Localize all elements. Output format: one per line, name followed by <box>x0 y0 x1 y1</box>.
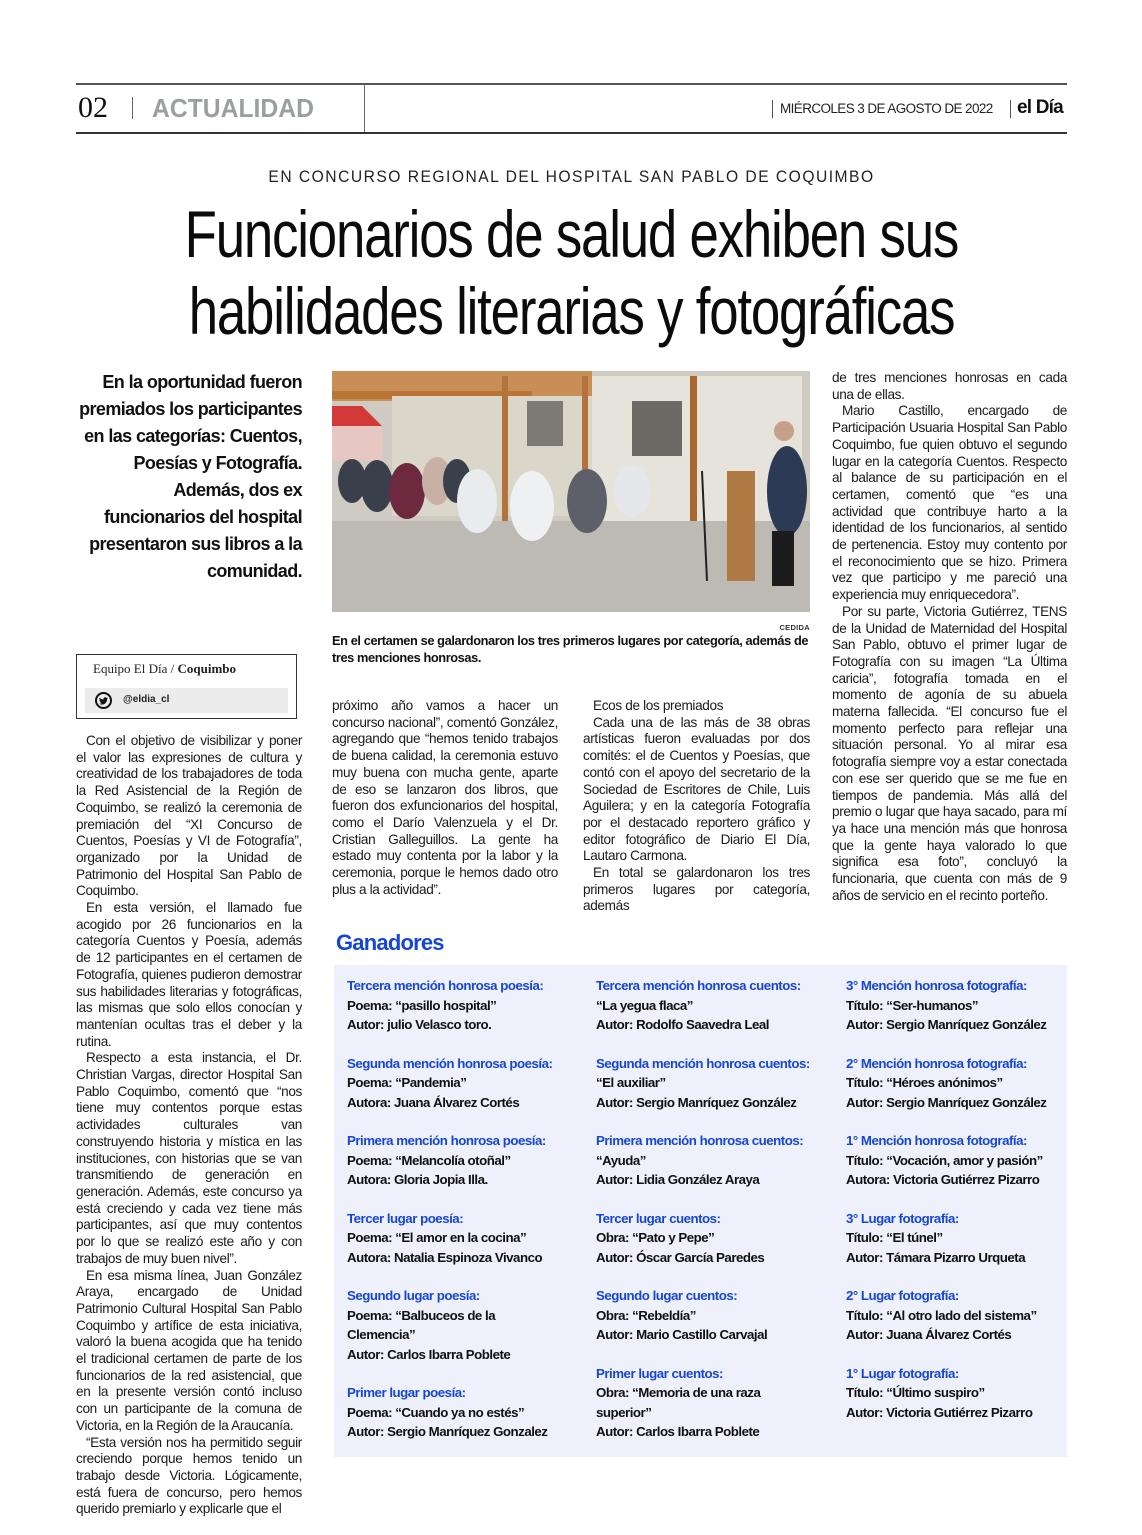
header-divider <box>132 97 133 119</box>
body-paragraph: Por su parte, Victoria Gutiérrez, TENS de la Unidad de Maternidad del Hospital San Pablo, obtuvo el primer lugar de Fotografía con su imagen “La Última caricia”, fotografía tomada en el momento de agonía de su abuela materna fallecida. “El concurso fue el momento perfecto para reflejar una situación personal. Yo al mirar esa fotografía siempre voy a estar conectada con ese ser querido que se me fue en tiempos de pandemia. Más allá del premio o lugar que haya sacado, para mí ya hace una mención más que honrosa que la gente haya valorado lo que significa esa foto”, concluyó la funcionaria, que cuenta con más de 9 años de servicio en el recinto porteño. <box>832 603 1067 903</box>
winner-work: Título: “Al otro lado del sistema” <box>846 1307 1037 1323</box>
winner-work: Obra: “Rebeldía” <box>596 1307 696 1323</box>
issue-date: MIÉRCOLES 3 DE AGOSTO DE 2022 <box>780 101 993 116</box>
winner-entry <box>347 976 587 1035</box>
subheading: Ecos de los premiados <box>593 698 724 713</box>
winner-author: Autor: Rodolfo Saavedra Leal <box>596 1017 769 1032</box>
winner-entry <box>596 1364 836 1442</box>
winner-category: Tercera mención honrosa poesía: <box>347 978 544 993</box>
winner-category: Segunda mención honrosa cuentos: <box>596 1055 810 1071</box>
winner-entry <box>596 1286 836 1345</box>
winner-author: Autora: Juana Álvarez Cortés <box>347 1094 520 1110</box>
winner-category: Tercer lugar cuentos: <box>596 1210 721 1226</box>
winner-work: Poema: “Balbuceos de la Clemencia” <box>347 1307 496 1342</box>
body-paragraph: En total se galardonaron los tres primeros lugares por categoría, además <box>583 865 810 914</box>
body-column-1 <box>76 733 302 1518</box>
winner-category: 2° Mención honrosa fotografía: <box>846 1055 1027 1071</box>
winner-work: Título: “El túnel” <box>846 1230 943 1245</box>
winner-category: Primera mención honrosa poesía: <box>347 1133 546 1148</box>
body-paragraph: Cada una de las más de 38 obras artísticas fueron evaluadas por dos comités: el de Cuentos y Poesías, que contó con el apoyo del secretario de la Sociedad de Escritores de Chile, Luis Aguilera; y en la categoría Fotografía por el destacado reportero gráfico y editor fotográfico de Diario El Día, Lautaro Carmona. <box>583 714 810 864</box>
winner-work: Poema: “pasillo hospital” <box>347 997 497 1013</box>
winner-work: Título: “Vocación, amor y pasión” <box>846 1152 1043 1168</box>
photo-credit: CEDIDA <box>779 623 810 632</box>
article-lead: En la oportunidad fueron premiados los participantes en las categorías: Cuentos, Poesías y Fotografía. Además, dos ex funcionarios del hospital presentaron sus libros a la comunidad. <box>79 372 302 581</box>
body-paragraph: próximo año vamos a hacer un concurso nacional”, comentó González, agregando que “hemos tenido trabajos de buena calidad, la ceremonia estuvo muy buena con mucha gente, aparte de eso se lanzaron dos libros, que fueron dos exfuncionarios del hospital, como el Darío Valenzuela y el Dr. Cristian Galleguillos. La gente ha estado muy contenta por la labor y la ceremonia, porque le hemos dado otro plus a la actividad”. <box>332 698 558 897</box>
twitter-bird-icon <box>95 692 112 709</box>
winner-work: Título: “Ser-humanos” <box>846 997 979 1013</box>
winner-entry <box>846 1364 1086 1423</box>
winner-author: Autora: Gloria Jopia Illa. <box>347 1172 488 1187</box>
winner-category: 3° Lugar fotografía: <box>846 1210 959 1226</box>
body-paragraph: “Esta versión nos ha permitido seguir creciendo porque hemos tenido un trabajo desde Victoria. Lógicamente, está fuera de concurso, pero hemos querido premiarlo y explicarle que el <box>76 1434 302 1517</box>
byline-team: Equipo El Día / <box>93 661 175 676</box>
headline-line: habilidades literarias y fotográficas <box>188 274 955 348</box>
body-paragraph: Respecto a esta instancia, el Dr. Christian Vargas, director Hospital San Pablo Coquimbo, comentó que “nos tiene muy contentos porque estas actividades culturales van construyendo historia y mística en las instituciones, con historias que se van transmitiendo de generación en generación. Además, este concurso ya está creciendo y cada vez tiene más participantes, así que muy contentos por lo que se realizó este año y con trabajos de muy buen nivel”. <box>76 1050 302 1266</box>
winner-entry <box>347 1383 587 1442</box>
winner-category: Primer lugar poesía: <box>347 1385 466 1400</box>
header-divider <box>1010 100 1011 118</box>
winner-work: “Ayuda” <box>596 1152 646 1168</box>
winner-category: 3° Mención honrosa fotografía: <box>846 978 1027 993</box>
winner-work: Poema: “Cuando ya no estés” <box>347 1404 525 1420</box>
winner-entry <box>347 1286 587 1364</box>
winner-author: Autor: Sergio Manríquez González <box>596 1094 797 1110</box>
winner-author: Autor: Óscar García Paredes <box>596 1249 765 1265</box>
ceremony-photo-illustration <box>332 371 810 612</box>
winner-entry <box>347 1209 587 1268</box>
winner-entry <box>596 1209 836 1268</box>
winner-category: Segundo lugar cuentos: <box>596 1288 738 1303</box>
winners-column-stories <box>596 976 836 1461</box>
winner-author: Autor: Lidia González Araya <box>596 1172 760 1187</box>
body-paragraph: Mario Castillo, encargado de Participación Usuaria Hospital San Pablo Coquimbo, fue quien obtuvo el segundo lugar en la categoría Cuentos. Respecto al balance de su participación en el certamen, comentó que “es una actividad que contribuye harto a la identidad de los funcionarios, al sentido de pertenencia. Estoy muy contento por el reconocimiento que se hizo. Primera vez que participo y me pareció una experiencia muy enriquecedora”. <box>832 403 1067 603</box>
headline-line: Funcionarios de salud exhiben sus <box>184 197 959 271</box>
winner-author: Autora: Natalia Espinoza Vivanco <box>347 1249 543 1265</box>
winner-entry <box>596 1131 836 1190</box>
winners-column-poetry <box>347 976 587 1461</box>
winner-author: Autor: julio Velasco toro. <box>347 1017 492 1032</box>
winner-work: Poema: “Melancolía otoñal” <box>347 1152 511 1168</box>
winner-category: 1° Mención honrosa fotografía: <box>846 1133 1027 1148</box>
winner-entry <box>596 1054 836 1113</box>
winner-work: Poema: “El amor en la cocina” <box>347 1230 527 1245</box>
winner-category: 1° Lugar fotografía: <box>846 1365 959 1381</box>
byline-box <box>76 654 297 719</box>
body-paragraph: En esta versión, el llamado fue acogido por 26 funcionarios en la categoría Cuentos y Poesía, además de 12 participantes en el certamen de Fotografía, quienes pudieron demostrar sus habilidades literarias y fotográficas, las mismas que solo ellos conocían y mantenían ocultas tras el deber y la rutina. <box>76 900 302 1049</box>
winner-category: Primera mención honrosa cuentos: <box>596 1133 804 1148</box>
page-number: 02 <box>78 91 108 124</box>
winner-entry <box>846 976 1086 1035</box>
winner-category: Primer lugar cuentos: <box>596 1365 723 1381</box>
body-paragraph: En esa misma línea, Juan González Araya, encargado de Unidad Patrimonio Cultural Hospital San Pablo Coquimbo y artífice de esta iniciativa, valoró la buena acogida que ha tenido el tradicional certamen de parte de los funcionarios de la red asistencial, que en la presente versión contó incluso con un participante de la comuna de Victoria, en la Región de la Araucanía. <box>76 1267 302 1433</box>
winner-category: Tercera mención honrosa cuentos: <box>596 978 801 993</box>
winner-author: Autor: Sergio Manríquez González <box>846 1017 1047 1032</box>
winners-column-photography <box>846 976 1086 1441</box>
winner-work: Título: “Último suspiro” <box>846 1385 985 1400</box>
body-column-4 <box>832 370 1067 905</box>
winner-entry <box>596 976 836 1035</box>
article-headline <box>76 196 1067 350</box>
byline-author <box>93 661 236 677</box>
section-title: ACTUALIDAD <box>152 93 314 123</box>
winner-work: Poema: “Pandemia” <box>347 1075 467 1090</box>
article-photo <box>332 371 810 612</box>
winner-author: Autor: Sergio Manríquez González <box>846 1094 1047 1110</box>
winner-category: Tercer lugar poesía: <box>347 1210 464 1226</box>
article-kicker: EN CONCURSO REGIONAL DEL HOSPITAL SAN PABLO DE COQUIMBO <box>268 167 875 186</box>
winner-author: Autor: Carlos Ibarra Poblete <box>596 1424 760 1439</box>
winner-author: Autora: Victoria Gutiérrez Pizarro <box>846 1172 1040 1187</box>
winner-entry <box>347 1054 587 1113</box>
winner-entry <box>846 1286 1086 1345</box>
winner-work: “El auxiliar” <box>596 1075 666 1090</box>
winner-entry <box>846 1131 1086 1190</box>
body-column-3 <box>583 698 810 915</box>
winner-work: Obra: “Memoria de una raza superior” <box>596 1385 761 1420</box>
body-paragraph: de tres menciones honrosas en cada una de ellas. <box>832 370 1067 402</box>
winner-author: Autor: Támara Pizarro Urqueta <box>846 1249 1026 1265</box>
winner-author: Autor: Carlos Ibarra Poblete <box>347 1346 511 1362</box>
winner-work: “La yegua flaca” <box>596 997 693 1013</box>
winner-work: Obra: “Pato y Pepe” <box>596 1230 715 1245</box>
body-paragraph: Con el objetivo de visibilizar y poner el valor las expresiones de cultura y creatividad de los trabajadores de toda la Red Asistencial de la Región de Coquimbo, se realizó la ceremonia de premiación del “XI Concurso de Cuentos, Poesías y VI de Fotografía”, organizado por la Unidad de Patrimonio del Hospital San Pablo de Coquimbo. <box>76 733 302 899</box>
winner-entry <box>846 1209 1086 1268</box>
winner-work: Título: “Héroes anónimos” <box>846 1075 1003 1090</box>
winner-category: 2° Lugar fotografía: <box>846 1288 959 1303</box>
photo-caption: En el certamen se galardonaron los tres primeros lugares por categoría, además de tres menciones honrosas. <box>332 633 809 665</box>
twitter-link[interactable] <box>85 688 288 713</box>
header-column-divider <box>364 84 365 133</box>
winner-author: Autor: Juana Álvarez Cortés <box>846 1327 1012 1342</box>
body-column-2 <box>332 698 558 898</box>
winner-author: Autor: Mario Castillo Carvajal <box>596 1327 768 1342</box>
header-bottom-rule <box>76 132 1067 134</box>
winners-title: Ganadores <box>336 930 444 955</box>
newspaper-logo: el Día <box>1017 97 1063 118</box>
winner-category: Segundo lugar poesía: <box>347 1288 480 1303</box>
header-divider <box>772 100 773 118</box>
twitter-handle: @eldia_cl <box>123 694 170 705</box>
winner-author: Autor: Victoria Gutiérrez Pizarro <box>846 1404 1033 1420</box>
header-top-rule <box>76 83 1067 85</box>
winner-author: Autor: Sergio Manríquez Gonzalez <box>347 1424 548 1439</box>
winner-category: Segunda mención honrosa poesía: <box>347 1055 553 1071</box>
byline-city: Coquimbo <box>177 661 237 676</box>
winner-entry <box>846 1054 1086 1113</box>
winner-entry <box>347 1131 587 1190</box>
